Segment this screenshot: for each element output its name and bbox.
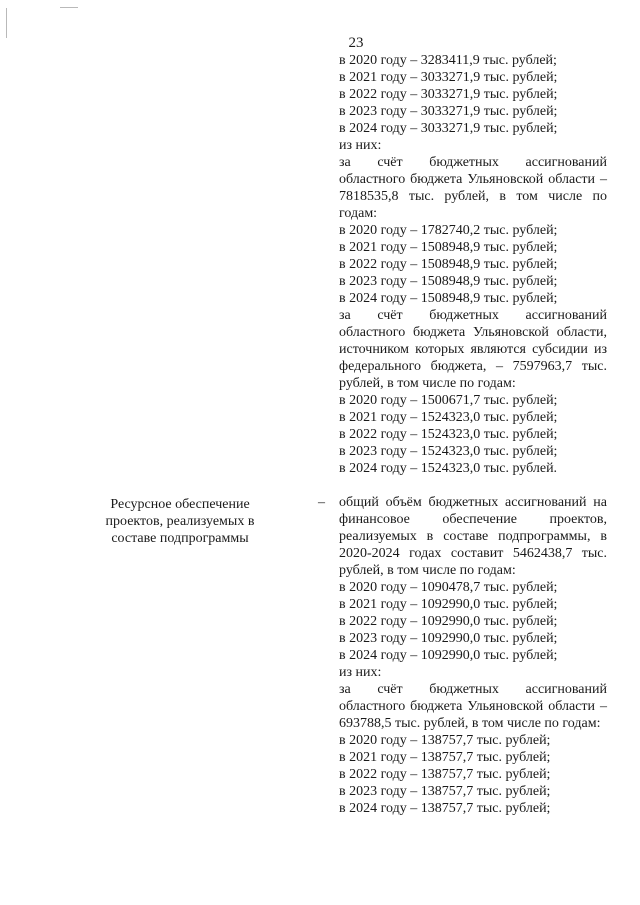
year-line: в 2020 году – 138757,7 тыс. рублей;: [339, 733, 551, 748]
year-line: в 2023 году – 1508948,9 тыс. рублей;: [339, 274, 558, 289]
year-line: в 2024 году – 138757,7 тыс. рублей;: [339, 801, 551, 816]
label-dash: –: [318, 495, 325, 510]
section-label: Ресурсное обеспечение проектов, реализуемых в составе подпрограммы: [105, 497, 255, 546]
year-line: в 2023 году – 1524323,0 тыс. рублей;: [339, 444, 558, 459]
year-line: в 2020 году – 1782740,2 тыс. рублей;: [339, 223, 558, 238]
year-line: в 2021 году – 1092990,0 тыс. рублей;: [339, 597, 558, 612]
from-them-line: из них:: [339, 665, 382, 680]
from-them-line: из них:: [339, 138, 382, 153]
year-line: в 2022 году – 138757,7 тыс. рублей;: [339, 767, 551, 782]
year-line: в 2022 году – 1524323,0 тыс. рублей;: [339, 427, 558, 442]
year-line: в 2024 году – 1092990,0 тыс. рублей;: [339, 648, 558, 663]
year-line: в 2020 году – 3283411,9 тыс. рублей;: [339, 53, 557, 68]
year-line: в 2021 году – 138757,7 тыс. рублей;: [339, 750, 551, 765]
year-line: в 2023 году – 3033271,9 тыс. рублей;: [339, 104, 558, 119]
year-line: в 2022 году – 1092990,0 тыс. рублей;: [339, 614, 558, 629]
funding-block-projects: [339, 494, 607, 817]
regional-budget-paragraph: за счёт бюджетных ассигнований областного бюджета Ульяновской области – 7818535,8 тыс. рублей, в том числе по годам:: [339, 155, 607, 221]
year-line: в 2021 году – 3033271,9 тыс. рублей;: [339, 70, 558, 85]
funding-block-top: [339, 52, 607, 477]
year-line: в 2020 году – 1500671,7 тыс. рублей;: [339, 393, 558, 408]
total-allocation-paragraph: общий объём бюджетных ассигнований на финансовое обеспечение проектов, реализуемых в составе подпрограммы, в 2020-2024 годах составит 5462438,7 тыс. рублей, в том числе по годам:: [339, 495, 607, 578]
scan-edge-mark: [60, 7, 78, 8]
year-line: в 2021 году – 1524323,0 тыс. рублей;: [339, 410, 558, 425]
year-line: в 2024 году – 1508948,9 тыс. рублей;: [339, 291, 558, 306]
federal-subsidy-paragraph: за счёт бюджетных ассигнований областного бюджета Ульяновской области, источником которых являются субсидии из федерального бюджета, – 7597963,7 тыс. рублей, в том числе по годам:: [339, 308, 607, 391]
year-line: в 2023 году – 1092990,0 тыс. рублей;: [339, 631, 558, 646]
regional-budget-paragraph: за счёт бюджетных ассигнований областного бюджета Ульяновской области – 693788,5 тыс. рублей, в том числе по годам:: [339, 682, 607, 731]
page-number: 23: [348, 35, 364, 51]
year-line: в 2020 году – 1090478,7 тыс. рублей;: [339, 580, 558, 595]
year-line: в 2023 году – 138757,7 тыс. рублей;: [339, 784, 551, 799]
year-line: в 2024 году – 1524323,0 тыс. рублей.: [339, 461, 558, 476]
year-line: в 2022 году – 3033271,9 тыс. рублей;: [339, 87, 558, 102]
year-line: в 2021 году – 1508948,9 тыс. рублей;: [339, 240, 558, 255]
year-line: в 2022 году – 1508948,9 тыс. рублей;: [339, 257, 558, 272]
year-line: в 2024 году – 3033271,9 тыс. рублей;: [339, 121, 558, 136]
